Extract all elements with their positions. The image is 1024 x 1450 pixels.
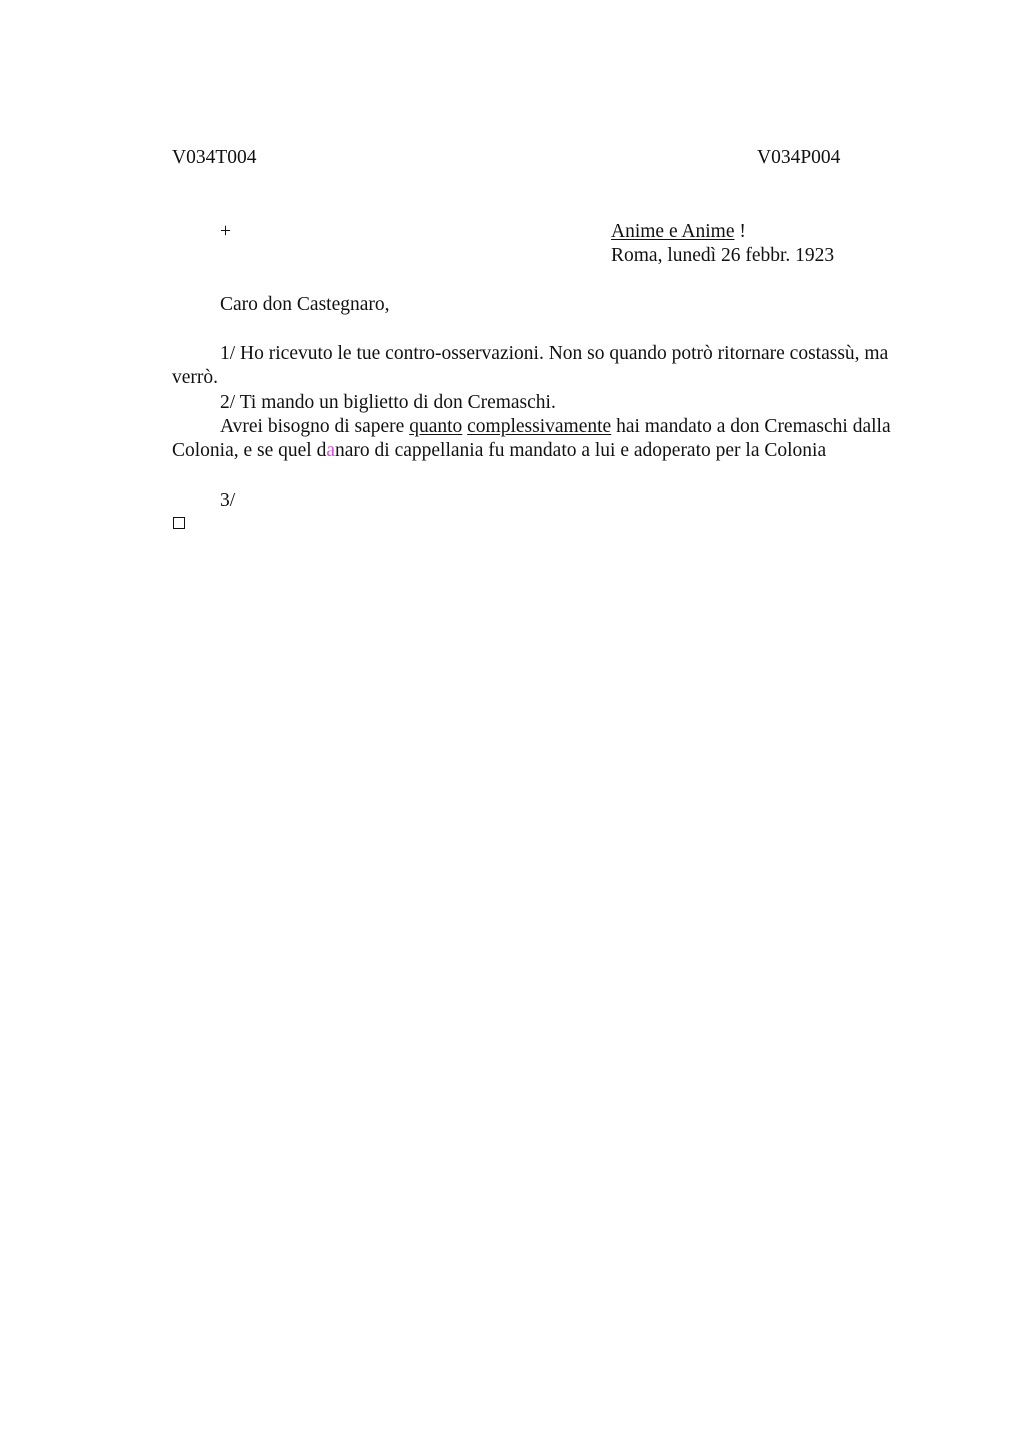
dateline: Roma, lunedì 26 febbr. 1923 [611, 245, 835, 266]
highlighted-letter: a [326, 440, 335, 461]
underlined-quanto: quanto [409, 416, 463, 437]
document-code-right: V034P004 [757, 147, 841, 168]
point-1: 1/ Ho ricevuto le tue contro-osservazioni. Non so quando potrò ritornare costassù, ma verrò. [172, 343, 889, 388]
point-2-request [172, 415, 907, 463]
point-3: 3/ [220, 490, 236, 511]
request-lead: Avrei bisogno di sapere [220, 416, 410, 437]
request-middle: hai mandato a don Cremaschi dalla Colonia, e se quel d [172, 416, 891, 461]
request-tail: naro di cappellania fu mandato a lui e adoperato per la Colonia [335, 440, 827, 461]
underlined-complessivamente: complessivamente [467, 416, 612, 437]
document-code-left: V034T004 [172, 147, 257, 168]
cross-mark: + [220, 221, 231, 242]
letter-title [611, 220, 746, 244]
point-2: 2/ Ti mando un biglietto di don Cremaschi. [220, 392, 556, 413]
letter-title-exclamation: ! [734, 221, 746, 242]
letter-title-text: Anime e Anime [611, 221, 735, 242]
empty-checkbox-icon [173, 517, 185, 529]
salutation: Caro don Castegnaro, [220, 294, 390, 315]
